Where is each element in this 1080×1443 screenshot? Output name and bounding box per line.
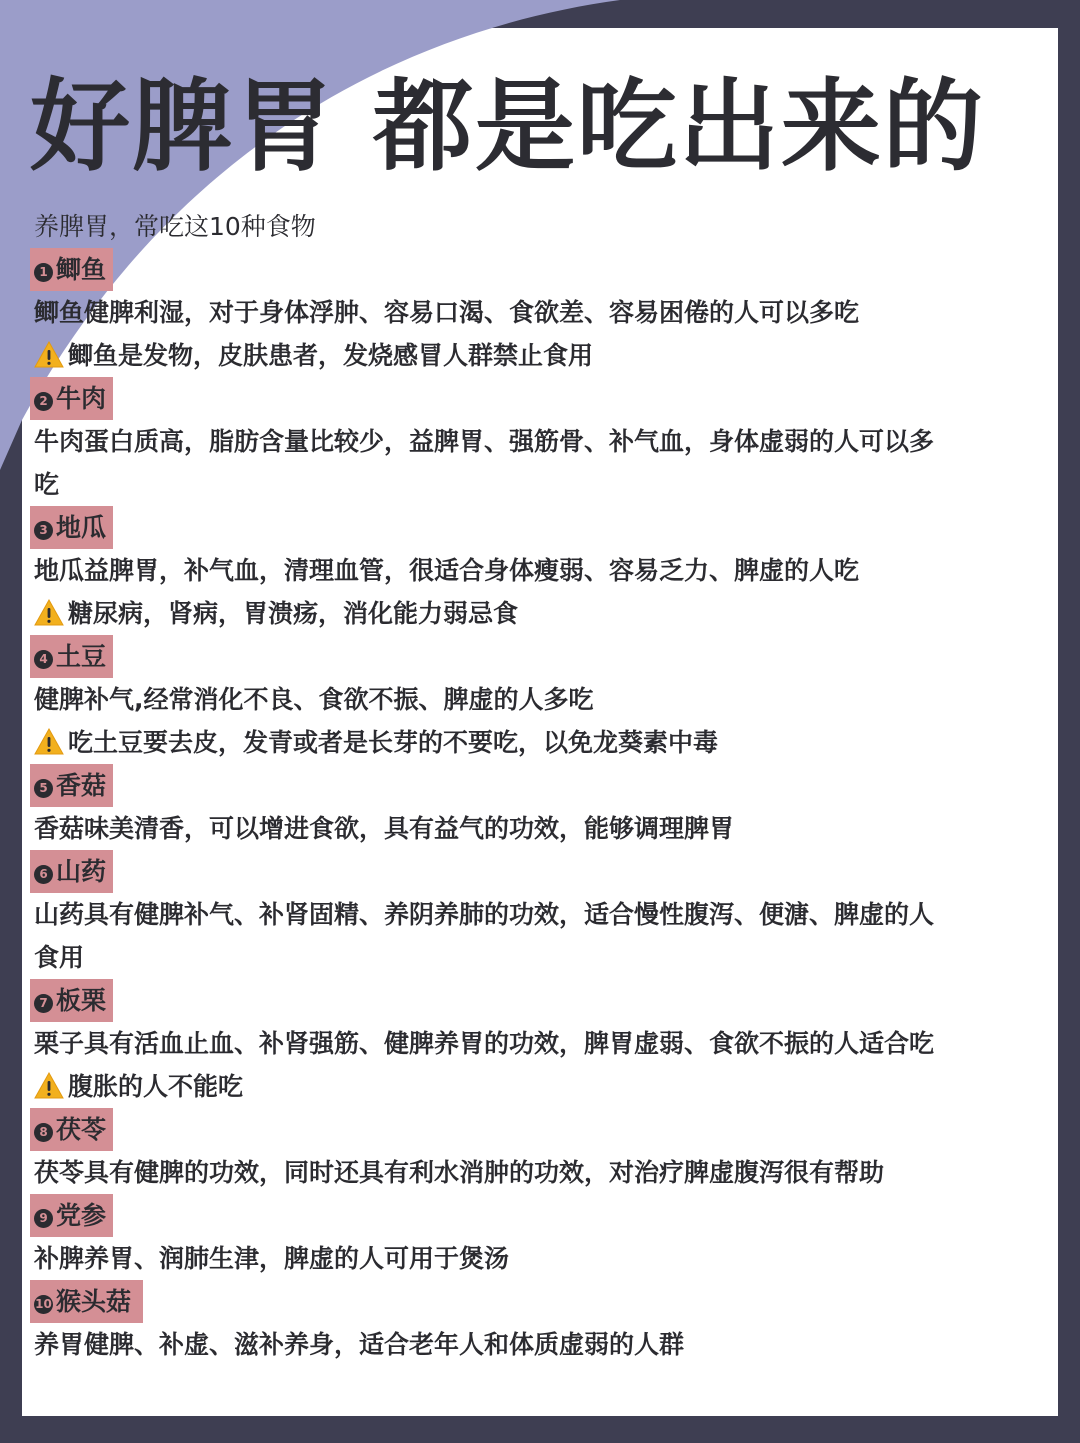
food-item [34,850,1044,979]
food-name: 山药 [56,857,107,886]
food-item [34,764,1044,850]
number-badge: 1 [34,263,53,282]
food-description: 补脾养胃、润肺生津，脾虚的人可用于煲汤 [34,1244,510,1273]
food-name: 党参 [56,1201,107,1230]
food-tag [30,1108,113,1151]
food-tag [30,635,113,678]
food-name: 猴头菇 [56,1287,132,1316]
food-name: 牛肉 [56,384,107,413]
food-tag-row [34,635,1044,678]
food-warning [34,592,1044,635]
food-tag [30,764,113,807]
warning-text: 鲫鱼是发物，皮肤患者，发烧感冒人群禁止食用 [68,341,594,370]
warning-text: 腹胀的人不能吃 [68,1072,244,1101]
food-tag [30,850,113,893]
food-tag [30,377,113,420]
food-description-continued: 吃 [34,470,60,499]
warning-text: 吃土豆要去皮，发青或者是长芽的不要吃，以免龙葵素中毒 [68,728,719,757]
number-badge: 2 [34,392,53,411]
food-name: 板栗 [56,986,107,1015]
food-tag-row [34,979,1044,1022]
food-name: 地瓜 [56,513,107,542]
food-tag [30,1194,113,1237]
food-name: 茯苓 [56,1115,107,1144]
food-description: 栗子具有活血止血、补肾强筋、健脾养胃的功效，脾胃虚弱、食欲不振的人适合吃 [34,1029,935,1058]
food-tag-row [34,764,1044,807]
food-items [34,248,1044,1366]
number-badge: 5 [34,779,53,798]
warning-icon [34,599,64,626]
warning-icon [34,728,64,755]
food-description: 牛肉蛋白质高，脂肪含量比较少，益脾胃、强筋骨、补气血，身体虚弱的人可以多 [34,427,935,456]
food-description-continued: 食用 [34,943,85,972]
number-badge: 8 [34,1123,53,1142]
number-badge: 10 [34,1295,53,1314]
food-tag [30,979,113,1022]
food-item [34,1108,1044,1194]
number-badge: 6 [34,865,53,884]
food-description: 地瓜益脾胃，补气血，清理血管，很适合身体瘦弱、容易乏力、脾虚的人吃 [34,556,860,585]
warning-icon [34,341,64,368]
food-item [34,635,1044,764]
food-tag [30,248,113,291]
subtitle: 养脾胃，常吃这10种食物 [34,212,316,241]
food-description: 山药具有健脾补气、补肾固精、养阴养肺的功效，适合慢性腹泻、便溏、脾虚的人 [34,900,935,929]
food-tag-row [34,506,1044,549]
page-title: 好脾胃 都是吃出来的 [30,68,985,185]
number-badge: 3 [34,521,53,540]
food-description: 健脾补气,经常消化不良、食欲不振、脾虚的人多吃 [34,685,594,714]
food-item [34,979,1044,1108]
food-name: 香菇 [56,771,107,800]
number-badge: 4 [34,650,53,669]
food-name: 土豆 [56,642,107,671]
food-name: 鲫鱼 [56,255,107,284]
food-tag-row [34,1108,1044,1151]
food-item [34,248,1044,377]
food-list [34,205,1044,1366]
warning-text: 糖尿病，肾病，胃溃疡，消化能力弱忌食 [68,599,519,628]
food-item [34,1194,1044,1280]
food-warning [34,1065,1044,1108]
food-item [34,377,1044,506]
food-tag-row [34,248,1044,291]
food-tag [30,506,113,549]
food-description: 养胃健脾、补虚、滋补养身，适合老年人和体质虚弱的人群 [34,1330,685,1359]
number-badge: 9 [34,1209,53,1228]
food-item [34,506,1044,635]
food-tag [30,1280,143,1323]
food-description: 香菇味美清香，可以增进食欲，具有益气的功效，能够调理脾胃 [34,814,735,843]
food-warning [34,334,1044,377]
food-warning [34,721,1044,764]
warning-icon [34,1072,64,1099]
number-badge: 7 [34,994,53,1013]
food-description: 鲫鱼健脾利湿，对于身体浮肿、容易口渴、食欲差、容易困倦的人可以多吃 [34,298,860,327]
food-item [34,1280,1044,1366]
food-tag-row [34,377,1044,420]
food-tag-row [34,850,1044,893]
food-description: 茯苓具有健脾的功效，同时还具有利水消肿的功效，对治疗脾虚腹泻很有帮助 [34,1158,885,1187]
food-tag-row [34,1280,1044,1323]
food-tag-row [34,1194,1044,1237]
